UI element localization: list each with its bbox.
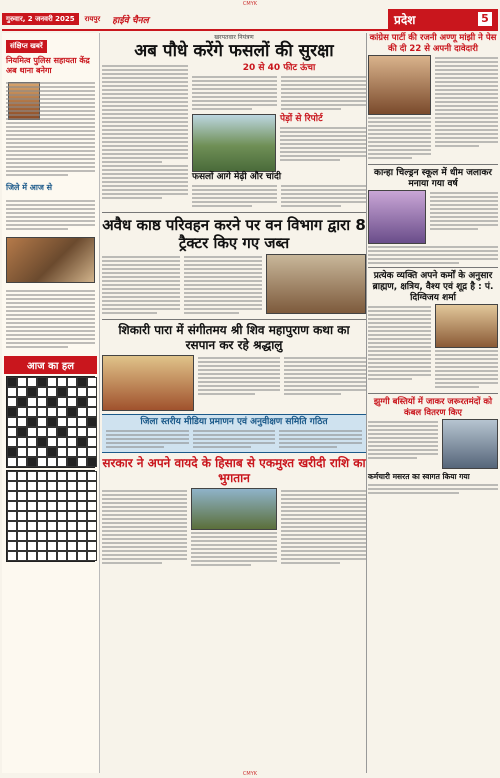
right-bottom-headline: झुग्गी बस्तियों में जाकर जरूरतमंदों को कंबल वितरण किए [373,397,493,418]
right-top-photo [368,55,431,115]
committee-strip [102,414,366,453]
lead-subheadline-1: 20 से 40 फीट ऊंचा [242,63,316,73]
lead-photo [192,114,276,172]
brief-item-body-2 [2,196,99,234]
box-headline-2: पेड़ों से रिपोर्ट [280,114,323,124]
section-label [388,9,498,29]
page-number: 5 [478,12,492,26]
brief-group-photo [6,237,95,283]
lead-feature-block [192,63,366,209]
column-divider [366,33,367,773]
story4-headline: सरकार ने अपने वायदे के हिसाब से एकमुश्त खरीदी राशि का भुगतान [102,456,366,485]
right-bottom-photo [442,419,498,469]
cmyk-mark-top: CMYK [242,1,258,7]
story5-headline: कर्मचारी मसरत का स्वागत किया गया [368,472,470,481]
cmyk-mark-bottom: CMYK [242,771,258,777]
story4-photo [191,488,276,530]
strip-headline: जिला स्तरीय मीडिया प्रमाणन एवं अनुवीक्षण समिति गठित [140,417,328,427]
edition-city: रायपुर [84,14,101,23]
right-mid-headline: कान्हा चिल्ड्रन स्कूल में धीम जलाकर मनाया गया वर्ष [374,168,492,189]
story2-body [102,254,180,316]
section-name: प्रदेश [394,12,416,27]
story2-headline: अवैध काष्ठ परिवहन करने पर वन विभाग द्वारा 8 ट्रैक्टर किए गए जब्त [102,216,366,252]
box-headline-1: फसलों आगे मेढ़ी और चांदी [192,172,282,182]
brand-name: हाईवे चैनल [112,15,149,26]
puzzle-label: आज का हल [4,356,97,374]
brief-item-headline-1: नियमित्व पुलिस सहायता केंद्र अब थाना बनेगा [6,56,90,75]
right-story-headline: प्रत्येक व्यक्ति अपने कर्मों के अनुसार ब्राह्मण, क्षत्रिय, वैश्य एवं शूद्र है : पं. दिग्विजय शर्मा [372,271,494,303]
right-mid-photo [368,190,426,244]
brief-item-headline-2: जिले में आज से [6,183,53,193]
story2-photo [266,254,366,314]
left-column [2,33,100,773]
sudoku-grid [6,470,95,562]
lead-headline: अब पौधे करेंगे फसलों की सुरक्षा [134,41,334,61]
edition-date: गुरुवार, 2 जनवरी 2025 [2,13,79,25]
crossword-grid [6,376,95,468]
brief-item-body-3 [2,286,99,352]
lead-body-col-1 [102,63,188,209]
page-header [2,9,498,29]
brief-item-body-1 [2,78,99,180]
right-column [368,33,498,773]
lead-kicker: खरपतवार नियंत्रण [214,34,254,41]
right-top-headline: कांग्रेस पार्टी की रजनी अण्णू मांझी ने पेस की दी 22 से अपनी दावेदारी [369,33,497,54]
story3-headline: शिकारी पारा में संगीतमय श्री शिव महापुराण कथा का रसपान कर रहे श्रद्धालु [118,323,350,352]
main-area [102,33,366,568]
brief-news-label: संक्षिप्त खबरें [6,40,47,53]
story4-body [102,488,187,568]
story3-photo [102,355,194,411]
right-story-photo [435,304,498,348]
header-rule [2,29,498,31]
